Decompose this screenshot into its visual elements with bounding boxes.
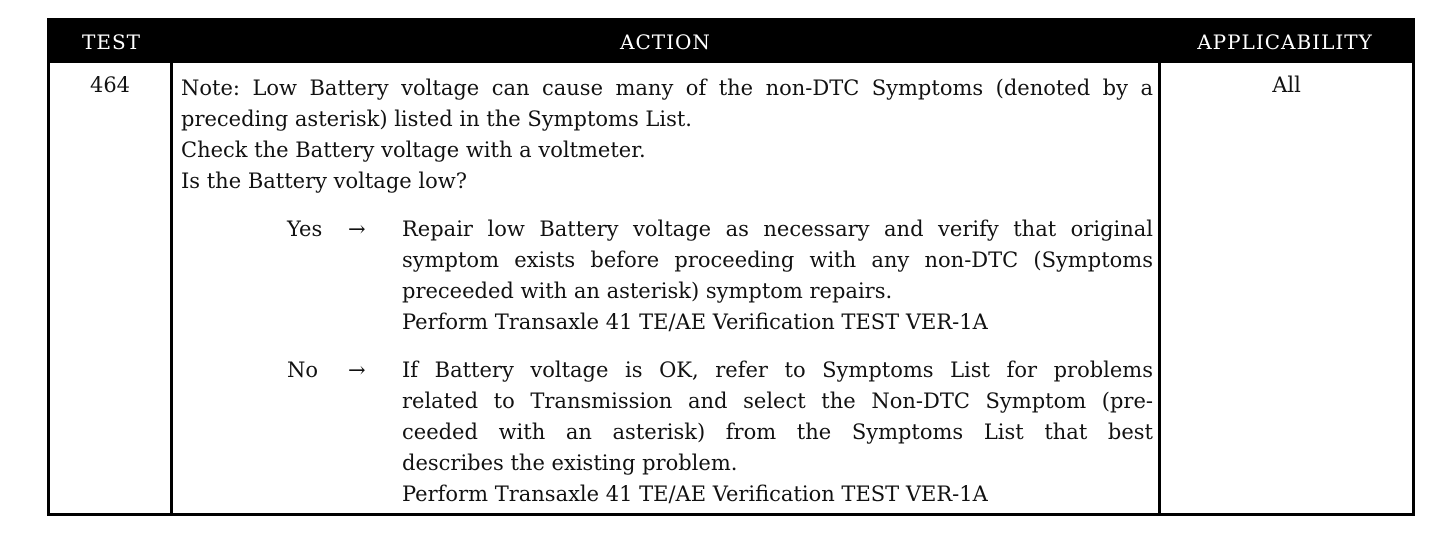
header-action: ACTION [620, 30, 711, 54]
diagnostic-test-table [47, 18, 1415, 516]
note-line: Check the Battery voltage with a voltmeter. [181, 138, 646, 162]
option-yes [181, 214, 1153, 338]
header-applicability: APPLICABILITY [1197, 30, 1373, 54]
option-line: Repair low Battery voltage as necessary and verify that original [402, 217, 1153, 241]
column-divider-right [1158, 63, 1161, 513]
option-no [181, 355, 1153, 510]
action-cell [181, 73, 1153, 510]
question-line: Is the Battery voltage low? [181, 169, 467, 193]
note-line: Note: Low Battery voltage can cause many of the non-DTC Symptoms (denoted by a [181, 76, 1153, 100]
action-note [181, 73, 1153, 197]
table-header-row [50, 21, 1412, 63]
option-line: preceeded with an asterisk) symptom repairs. [402, 279, 893, 303]
header-test: TEST [82, 30, 141, 54]
right-arrow-icon: → [348, 217, 366, 241]
option-line: related to Transmission and select the Non-DTC Symptom (pre- [402, 389, 1153, 413]
option-line: Perform Transaxle 41 TE/AE Verification TEST VER-1A [402, 482, 988, 506]
column-divider-left [170, 63, 173, 513]
option-yes-label: Yes [287, 217, 323, 241]
test-number: 464 [89, 73, 131, 97]
applicability-value: All [1272, 73, 1301, 97]
option-line: If Battery voltage is OK, refer to Symptoms List for problems [402, 358, 1153, 382]
option-yes-text [402, 214, 1153, 338]
option-line: describes the existing problem. [402, 451, 738, 475]
option-line: ceeded with an asterisk) from the Symptoms List that best [402, 420, 1153, 444]
option-line: symptom exists before proceeding with any non-DTC (Symptoms [402, 248, 1153, 272]
right-arrow-icon: → [348, 358, 366, 382]
option-no-text [402, 355, 1153, 510]
option-line: Perform Transaxle 41 TE/AE Verification TEST VER-1A [402, 310, 988, 334]
note-line: preceding asterisk) listed in the Symptoms List. [181, 107, 692, 131]
option-no-label: No [287, 358, 319, 382]
